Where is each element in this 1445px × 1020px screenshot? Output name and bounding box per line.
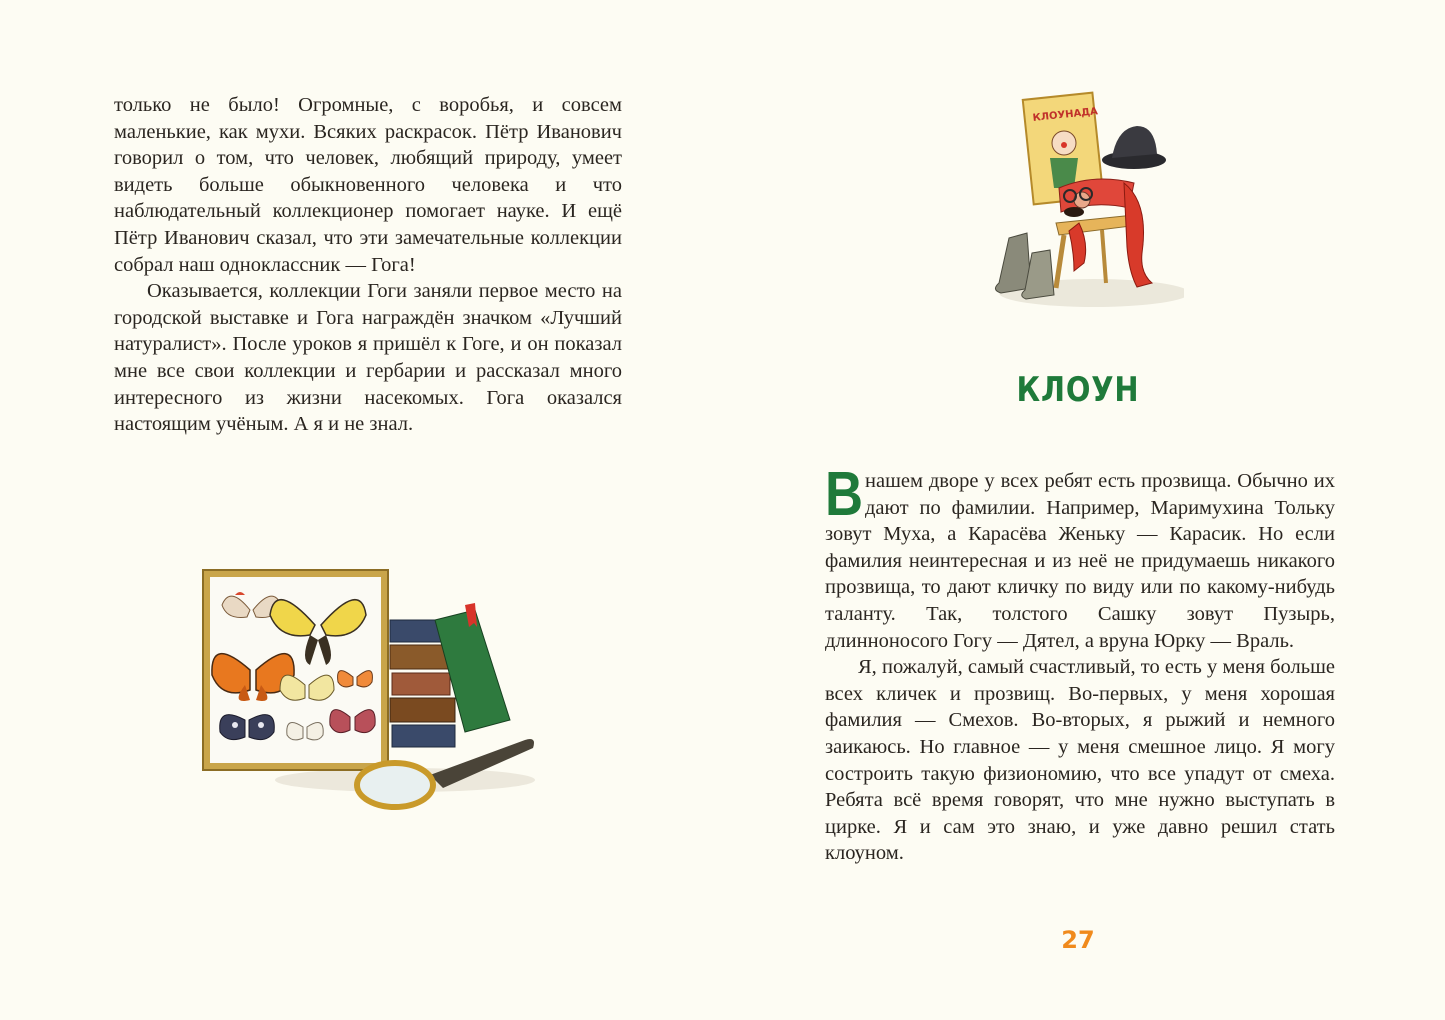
clown-costume-chair-illustration — [984, 88, 1184, 318]
left-page-text — [114, 92, 622, 438]
right-page — [722, 0, 1445, 1020]
dropcap-letter: В — [825, 460, 864, 529]
left-paragraph-2: Оказывается, коллекции Гоги заняли первое место на городской выставке и Гога награждён значком «Лучший натуралист». После уроков я пришёл к Гоге, и он показал мне все свои коллекции и гербарии и рассказал много интересного из жизни насекомых. Гога оказался настоящим учёным. А я и не знал. — [114, 280, 622, 436]
boots-icon — [995, 233, 1054, 299]
poster-title: КЛОУНАДА — [1032, 106, 1099, 124]
left-paragraph-1: только не было! Огромные, с воробья, и совсем маленькие, как мухи. Всяких раскрасок. Пётр Иванович говорил о том, что человек, любящий природу, умеет видеть больше обыкновенного человека и что наблюдательный коллекционер помогает науке. И ещё Пётр Иванович сказал, что эти замечательные коллекции собрал наш одноклассник — Гога! — [114, 94, 622, 276]
black-hat-icon — [1102, 126, 1166, 169]
page-number: 27 — [1061, 926, 1095, 954]
right-paragraph-1 — [825, 460, 1335, 654]
left-page — [0, 0, 722, 1020]
right-paragraph-1-text: нашем дворе у всех ребят есть прозвища. Обычно их дают по фамилии. Например, Маримухина Тольку зовут Муха, а Карасёва Женьку — Карасик. Но если фамилия неинтересная и из неё не придумаешь никакого прозвища, то дают кличку по виду или по какому-нибудь таланту. Так, толстого Сашку зовут Пузырь, длинноносого Гогу — Дятел, а вруна Юрку — Враль. — [825, 470, 1335, 652]
butterfly-collection-illustration — [195, 565, 540, 810]
chapter-title: КЛОУН — [1016, 370, 1140, 410]
right-page-text — [825, 460, 1335, 867]
right-paragraph-2: Я, пожалуй, самый счастливый, то есть у меня больше всех кличек и прозвищ. Во-первых, у меня хорошая фамилия — Смехов. Во-вторых, я рыжий и немного заикаюсь. Но главное — у меня смешное лицо. Я могу состроить такую физиономию, что все упадут от смеха. Ребята всё время говорят, что мне нужно выступать в цирке. Я и сам это знаю, и уже давно решил стать клоуном. — [825, 656, 1335, 865]
books-icon — [390, 603, 510, 747]
